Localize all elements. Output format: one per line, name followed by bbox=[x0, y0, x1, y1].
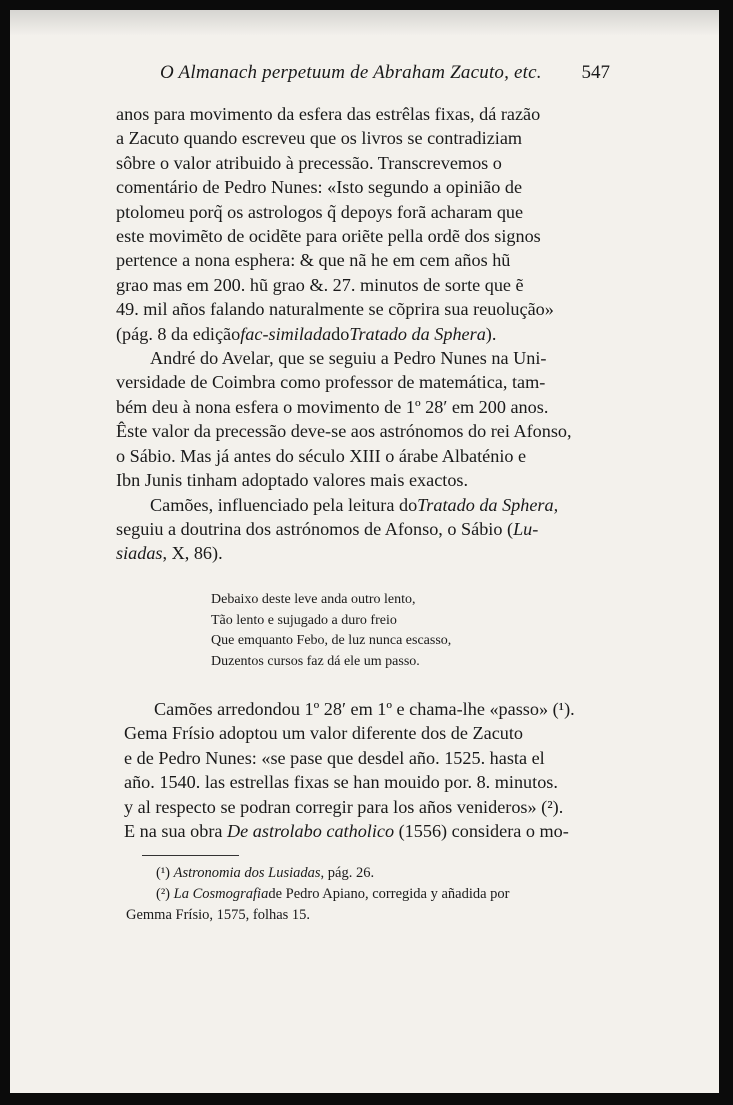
verse-line: Tão lento e sujugado a duro freio bbox=[211, 612, 397, 628]
paragraph-1 bbox=[116, 102, 594, 346]
footnote-2-continuation: Gemma Frísio, 1575, folhas 15. bbox=[126, 907, 311, 923]
running-title: O Almanach perpetuum de Abraham Zacuto, etc. bbox=[160, 62, 542, 83]
work-title: Tratado da Sphera, bbox=[417, 494, 559, 515]
text-line: y al respecto se podran corregir para los años venideros» (²). bbox=[124, 796, 564, 817]
book-page bbox=[10, 10, 719, 1093]
footnotes bbox=[126, 863, 598, 926]
text-line: 49. mil años falando naturalmente se cõprira sua reuolução» bbox=[116, 299, 554, 320]
verse-line: Que emquanto Febo, de luz nunca escasso, bbox=[211, 633, 452, 648]
work-title: La Cosmografia bbox=[173, 886, 269, 902]
verse-line: Duzentos cursos faz dá ele um passo. bbox=[211, 653, 420, 669]
text-line: a Zacuto quando escreveu que os livros se contradiziam bbox=[116, 128, 523, 149]
text-line: sôbre o valor atribuido à precessão. Transcrevemos o bbox=[116, 152, 502, 173]
work-title: siadas bbox=[116, 543, 163, 564]
paragraph-4 bbox=[124, 697, 598, 843]
work-title: Lu- bbox=[513, 518, 539, 539]
paragraph-2 bbox=[116, 346, 594, 492]
text-line: e de Pedro Nunes: «se pase que desdel año. 1525. hasta el bbox=[124, 747, 545, 768]
text-line: siadas , X, 86). bbox=[116, 541, 594, 565]
footnote-rule bbox=[142, 855, 239, 856]
text-line: bém deu à nona esfera o movimento de 1º 28′ em 200 anos. bbox=[116, 396, 549, 417]
main-text bbox=[116, 102, 594, 566]
text-line: pertence a nona esphera: & que nã he em cem años hũ bbox=[116, 250, 511, 271]
text-line: E na sua obra De astrolabo catholico (1556) considera o mo- bbox=[124, 821, 569, 842]
text-line: anos para movimento da esfera das estrêlas fixas, dá razão bbox=[116, 104, 541, 124]
italic-term: fac-similada bbox=[240, 323, 332, 344]
verse-line: Debaixo deste leve anda outro lento, bbox=[211, 592, 416, 607]
text-line: Ibn Junis tinham adoptado valores mais exactos. bbox=[116, 470, 469, 491]
text-line: este movimẽto de ocidẽte para oriẽte pella ordẽ dos signos bbox=[116, 226, 541, 247]
footnote-1: (¹) Astronomia dos Lusiadas , pág. 26. bbox=[126, 863, 598, 884]
text-line: año. 1540. las estrellas fixas se han mouido por. 8. minutos. bbox=[124, 772, 558, 793]
work-title: De astrolabo catholico bbox=[227, 821, 395, 842]
paragraph-3 bbox=[116, 493, 594, 566]
running-header bbox=[160, 62, 610, 84]
text-line: Êste valor da precessão deve-se aos astrónomos do rei Afonso, bbox=[116, 421, 572, 442]
text-line: (pág. 8 da edição fac-similada do Tratado da Sphera ). bbox=[116, 322, 594, 346]
text-line: comentário de Pedro Nunes: «Isto segundo a opinião de bbox=[116, 177, 523, 198]
work-title: Tratado da Sphera bbox=[349, 323, 486, 344]
text-line: Gema Frísio adoptou um valor diferente dos de Zacuto bbox=[124, 723, 524, 744]
text-line: versidade de Coimbra como professor de matemática, tam- bbox=[116, 372, 546, 393]
verse-quotation bbox=[211, 590, 451, 672]
text-line: André do Avelar, que se seguiu a Pedro Nunes na Uni- bbox=[150, 348, 547, 369]
text-line: ptolomeu porq̃ os astrologos q̃ depoys forã acharam que bbox=[116, 201, 524, 222]
text-line: Camões arredondou 1º 28′ em 1º e chama-lhe «passo» (¹). bbox=[154, 699, 575, 719]
text-line: o Sábio. Mas já antes do século XIII o árabe Albaténio e bbox=[116, 445, 527, 466]
text-line: seguiu a doutrina dos astrónomos de Afonso, o Sábio ( Lu- bbox=[116, 517, 594, 541]
work-title: Astronomia dos Lusiadas bbox=[173, 865, 321, 881]
footnote-2: (²) La Cosmografia de Pedro Apiano, corregida y añadida por bbox=[126, 884, 598, 905]
text-line: grao mas em 200. hũ grao &. 27. minutos de sorte que ẽ bbox=[116, 274, 524, 295]
page-number: 547 bbox=[581, 62, 610, 83]
text-line: Camões, influenciado pela leitura do Tratado da Sphera, bbox=[116, 493, 594, 517]
